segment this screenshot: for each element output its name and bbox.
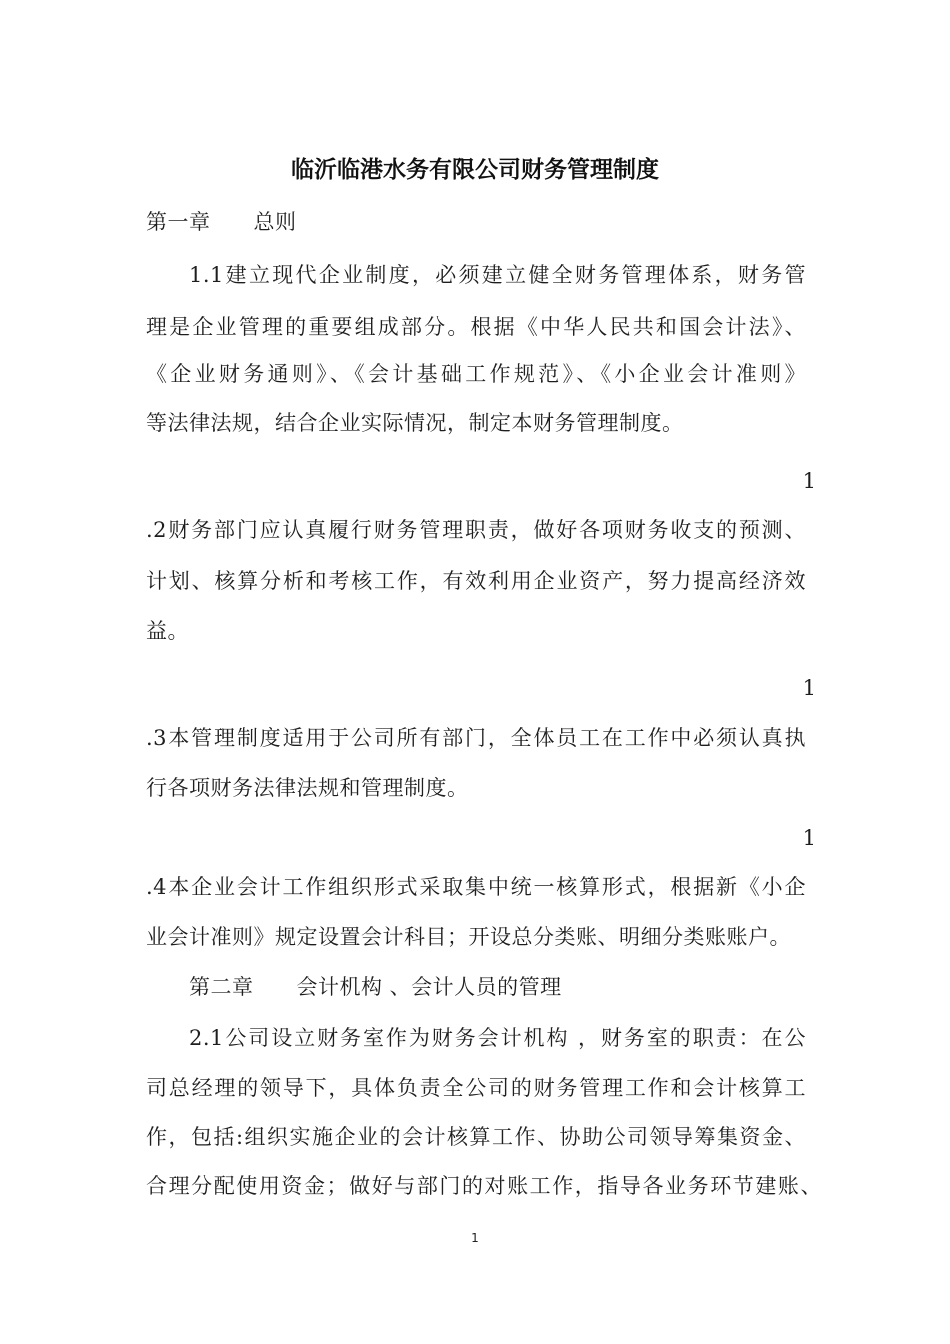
- paragraph-line: 行各项财务法律法规和管理制度。: [146, 776, 469, 800]
- paragraph-line: 益。: [146, 619, 189, 643]
- paragraph-line: 作，包括:组织实施企业的会计核算工作、协助公司领导筹集资金、: [146, 1125, 806, 1149]
- paragraph-line: 司总经理的领导下，具体负责全公司的财务管理工作和会计核算工: [146, 1076, 806, 1100]
- page-number: 1: [471, 1231, 479, 1245]
- clause-number: 1: [802, 826, 816, 850]
- clause-number: 1: [802, 469, 816, 493]
- paragraph-line: .3本管理制度适用于公司所有部门，全体员工在工作中必须认真执: [146, 726, 806, 750]
- chapter-heading: 第一章 总则: [146, 210, 297, 234]
- chapter-heading: 第二章 会计机构 、会计人员的管理: [189, 975, 562, 999]
- paragraph-line: 理是企业管理的重要组成部分。根据《中华人民共和国会计法》、: [146, 315, 806, 339]
- paragraph-line: 2.1公司设立财务室作为财务会计机构 ，财务室的职责：在公: [189, 1026, 806, 1050]
- paragraph-line: 等法律法规，结合企业实际情况，制定本财务管理制度。: [146, 411, 684, 435]
- paragraph-line: 计划、核算分析和考核工作，有效利用企业资产，努力提高经济效: [146, 569, 806, 593]
- paragraph-line: 合理分配使用资金；做好与部门的对账工作，指导各业务环节建账、: [146, 1174, 822, 1198]
- paragraph-line: .2财务部门应认真履行财务管理职责，做好各项财务收支的预测、: [146, 518, 806, 542]
- document-title: 临沂临港水务有限公司财务管理制度: [291, 157, 659, 183]
- paragraph-line: .4本企业会计工作组织形式采取集中统一核算形式，根据新《小企: [146, 875, 806, 899]
- paragraph-line: 《企业财务通则》、《会计基础工作规范》、《小企业会计准则》: [146, 362, 806, 386]
- paragraph-line: 1.1建立现代企业制度，必须建立健全财务管理体系，财务管: [189, 263, 806, 287]
- clause-number: 1: [802, 676, 816, 700]
- paragraph-line: 业会计准则》规定设置会计科目；开设总分类账、明细分类账账户。: [146, 925, 791, 949]
